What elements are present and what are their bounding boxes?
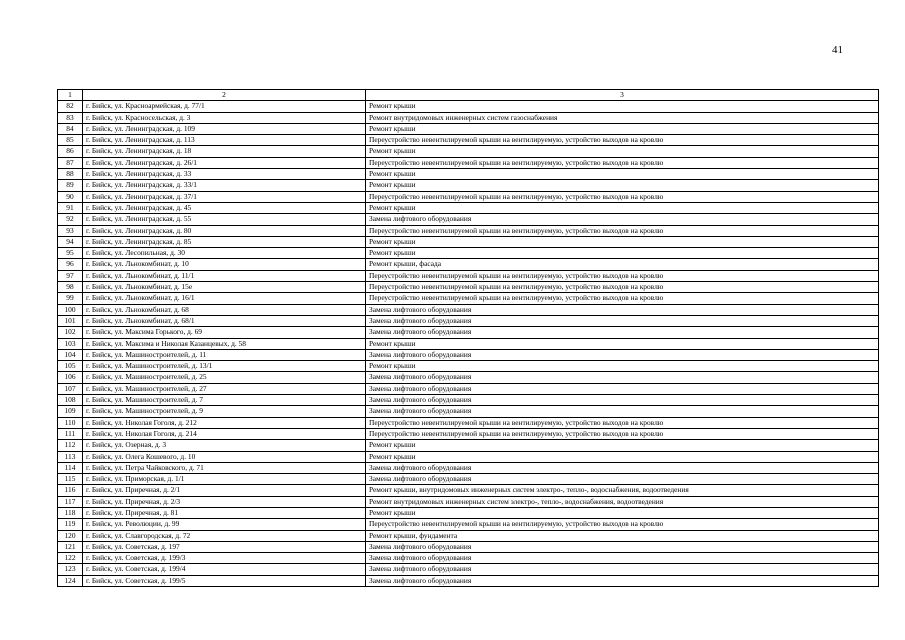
- row-number: 102: [58, 327, 83, 338]
- row-address: г. Бийск, ул. Славгородская, д. 72: [83, 530, 366, 541]
- row-work-type: Переустройство невентилируемой крыши на вентилируемую, устройство выходов на кровлю: [366, 428, 879, 439]
- row-work-type: Переустройство невентилируемой крыши на вентилируемую, устройство выходов на кровлю: [366, 519, 879, 530]
- row-address: г. Бийск, ул. Ленинградская, д. 45: [83, 202, 366, 213]
- table-row: [58, 112, 879, 123]
- row-address: г. Бийск, ул. Ленинградская, д. 113: [83, 135, 366, 146]
- table-row: [58, 428, 879, 439]
- row-work-type: Ремонт крыши: [366, 202, 879, 213]
- table-row: [58, 349, 879, 360]
- row-address: г. Бийск, ул. Максима и Николая Казанцевых, д. 58: [83, 338, 366, 349]
- row-address: г. Бийск, ул. Максима Горького, д. 69: [83, 327, 366, 338]
- row-address: г. Бийск, ул. Приречная, д. 81: [83, 507, 366, 518]
- table-row: [58, 519, 879, 530]
- row-address: г. Бийск, ул. Ленинградская, д. 37/1: [83, 191, 366, 202]
- row-work-type: Переустройство невентилируемой крыши на вентилируемую, устройство выходов на кровлю: [366, 417, 879, 428]
- row-address: г. Бийск, ул. Советская, д. 199/3: [83, 553, 366, 564]
- row-address: г. Бийск, ул. Озерная, д. 3: [83, 440, 366, 451]
- table-row: [58, 236, 879, 247]
- row-number: 112: [58, 440, 83, 451]
- row-number: 94: [58, 236, 83, 247]
- row-work-type: Ремонт крыши: [366, 507, 879, 518]
- row-address: г. Бийск, ул. Ленинградская, д. 33: [83, 169, 366, 180]
- row-number: 92: [58, 214, 83, 225]
- row-number: 109: [58, 406, 83, 417]
- row-work-type: Замена лифтового оборудования: [366, 327, 879, 338]
- row-address: г. Бийск, ул. Революции, д. 99: [83, 519, 366, 530]
- row-number: 106: [58, 372, 83, 383]
- table-row: [58, 202, 879, 213]
- row-work-type: Замена лифтового оборудования: [366, 315, 879, 326]
- row-number: 85: [58, 135, 83, 146]
- row-work-type: Замена лифтового оборудования: [366, 541, 879, 552]
- row-work-type: Замена лифтового оборудования: [366, 372, 879, 383]
- table-row: [58, 451, 879, 462]
- row-number: 113: [58, 451, 83, 462]
- row-number: 87: [58, 157, 83, 168]
- row-work-type: Ремонт крыши, внутридомовых инженерных систем электро-, тепло-, водоснабжения, водоотведения: [366, 485, 879, 496]
- row-address: г. Бийск, ул. Советская, д. 199/5: [83, 575, 366, 586]
- row-number: 100: [58, 304, 83, 315]
- row-work-type: Замена лифтового оборудования: [366, 575, 879, 586]
- row-work-type: Ремонт крыши: [366, 101, 879, 112]
- table-row: [58, 383, 879, 394]
- row-work-type: Ремонт крыши, фасада: [366, 259, 879, 270]
- row-number: 115: [58, 474, 83, 485]
- row-number: 104: [58, 349, 83, 360]
- row-work-type: Замена лифтового оборудования: [366, 462, 879, 473]
- row-number: 95: [58, 248, 83, 259]
- row-address: г. Бийск, ул. Ленинградская, д. 80: [83, 225, 366, 236]
- row-address: г. Бийск, ул. Ленинградская, д. 33/1: [83, 180, 366, 191]
- row-number: 121: [58, 541, 83, 552]
- row-number: 97: [58, 270, 83, 281]
- row-work-type: Ремонт крыши: [366, 146, 879, 157]
- row-number: 111: [58, 428, 83, 439]
- table-row: [58, 462, 879, 473]
- row-work-type: Ремонт крыши: [366, 440, 879, 451]
- row-work-type: Замена лифтового оборудования: [366, 474, 879, 485]
- row-address: г. Бийск, ул. Петра Чайковского, д. 71: [83, 462, 366, 473]
- table-row: [58, 474, 879, 485]
- row-address: г. Бийск, ул. Машиностроителей, д. 25: [83, 372, 366, 383]
- row-number: 124: [58, 575, 83, 586]
- table-row: [58, 282, 879, 293]
- row-address: г. Бийск, ул. Льнокомбинат, д. 11/1: [83, 270, 366, 281]
- row-work-type: Переустройство невентилируемой крыши на вентилируемую, устройство выходов на кровлю: [366, 135, 879, 146]
- row-number: 99: [58, 293, 83, 304]
- row-address: г. Бийск, ул. Машиностроителей, д. 9: [83, 406, 366, 417]
- row-address: г. Бийск, ул. Льнокомбинат, д. 16/1: [83, 293, 366, 304]
- repair-registry-table: [57, 89, 879, 587]
- row-address: г. Бийск, ул. Ленинградская, д. 18: [83, 146, 366, 157]
- row-work-type: Замена лифтового оборудования: [366, 553, 879, 564]
- row-number: 82: [58, 101, 83, 112]
- row-number: 88: [58, 169, 83, 180]
- row-number: 119: [58, 519, 83, 530]
- row-address: г. Бийск, ул. Машиностроителей, д. 27: [83, 383, 366, 394]
- row-address: г. Бийск, ул. Ленинградская, д. 85: [83, 236, 366, 247]
- table-row: [58, 191, 879, 202]
- row-address: г. Бийск, ул. Советская, д. 197: [83, 541, 366, 552]
- row-number: 91: [58, 202, 83, 213]
- row-work-type: Ремонт внутридомовых инженерных систем газоснабжения: [366, 112, 879, 123]
- header-col-2: 2: [83, 90, 366, 101]
- row-address: г. Бийск, ул. Приморская, д. 1/1: [83, 474, 366, 485]
- table-row: [58, 575, 879, 586]
- table-row: [58, 214, 879, 225]
- table-row: [58, 541, 879, 552]
- table-row: [58, 225, 879, 236]
- row-address: г. Бийск, ул. Льнокомбинат, д. 15е: [83, 282, 366, 293]
- row-address: г. Бийск, ул. Льнокомбинат, д. 68: [83, 304, 366, 315]
- row-number: 114: [58, 462, 83, 473]
- row-number: 108: [58, 395, 83, 406]
- row-work-type: Ремонт крыши: [366, 338, 879, 349]
- table-row: [58, 304, 879, 315]
- row-work-type: Ремонт крыши, фундамента: [366, 530, 879, 541]
- table-row: [58, 530, 879, 541]
- table-row: [58, 180, 879, 191]
- row-work-type: Переустройство невентилируемой крыши на вентилируемую, устройство выходов на кровлю: [366, 157, 879, 168]
- table-row: [58, 417, 879, 428]
- header-col-3: 3: [366, 90, 879, 101]
- row-work-type: Ремонт крыши: [366, 123, 879, 134]
- table-row: [58, 146, 879, 157]
- row-number: 98: [58, 282, 83, 293]
- row-work-type: Ремонт крыши: [366, 451, 879, 462]
- table-row: [58, 361, 879, 372]
- row-work-type: Ремонт крыши: [366, 361, 879, 372]
- table-row: [58, 123, 879, 134]
- table-row: [58, 496, 879, 507]
- row-number: 90: [58, 191, 83, 202]
- row-address: г. Бийск, ул. Приречная, д. 2/1: [83, 485, 366, 496]
- row-number: 86: [58, 146, 83, 157]
- row-address: г. Бийск, ул. Красносельская, д. 3: [83, 112, 366, 123]
- table-row: [58, 507, 879, 518]
- table-row: [58, 101, 879, 112]
- table-row: [58, 440, 879, 451]
- row-number: 120: [58, 530, 83, 541]
- row-number: 89: [58, 180, 83, 191]
- row-address: г. Бийск, ул. Машиностроителей, д. 7: [83, 395, 366, 406]
- row-address: г. Бийск, ул. Олега Кошевого, д. 10: [83, 451, 366, 462]
- row-address: г. Бийск, ул. Льнокомбинат, д. 10: [83, 259, 366, 270]
- row-address: г. Бийск, ул. Николая Гоголя, д. 214: [83, 428, 366, 439]
- row-number: 123: [58, 564, 83, 575]
- row-address: г. Бийск, ул. Ленинградская, д. 26/1: [83, 157, 366, 168]
- row-address: г. Бийск, ул. Машиностроителей, д. 13/1: [83, 361, 366, 372]
- row-work-type: Замена лифтового оборудования: [366, 214, 879, 225]
- row-work-type: Замена лифтового оборудования: [366, 304, 879, 315]
- row-work-type: Переустройство невентилируемой крыши на вентилируемую, устройство выходов на кровлю: [366, 191, 879, 202]
- row-number: 118: [58, 507, 83, 518]
- row-number: 110: [58, 417, 83, 428]
- row-address: г. Бийск, ул. Машиностроителей, д. 11: [83, 349, 366, 360]
- table-row: [58, 135, 879, 146]
- row-address: г. Бийск, ул. Приречная, д. 2/3: [83, 496, 366, 507]
- row-number: 93: [58, 225, 83, 236]
- row-address: г. Бийск, ул. Лесопильная, д. 30: [83, 248, 366, 259]
- row-work-type: Ремонт крыши: [366, 236, 879, 247]
- row-work-type: Замена лифтового оборудования: [366, 406, 879, 417]
- table-row: [58, 169, 879, 180]
- row-number: 103: [58, 338, 83, 349]
- row-number: 122: [58, 553, 83, 564]
- table-header: [58, 90, 879, 101]
- row-work-type: Замена лифтового оборудования: [366, 564, 879, 575]
- table-row: [58, 270, 879, 281]
- row-work-type: Переустройство невентилируемой крыши на вентилируемую, устройство выходов на кровлю: [366, 225, 879, 236]
- page-number: 41: [832, 44, 843, 56]
- row-number: 84: [58, 123, 83, 134]
- row-number: 83: [58, 112, 83, 123]
- table-row: [58, 372, 879, 383]
- row-work-type: Переустройство невентилируемой крыши на вентилируемую, устройство выходов на кровлю: [366, 270, 879, 281]
- row-number: 116: [58, 485, 83, 496]
- row-work-type: Ремонт крыши: [366, 248, 879, 259]
- header-col-1: 1: [58, 90, 83, 101]
- row-work-type: Ремонт крыши: [366, 169, 879, 180]
- row-address: г. Бийск, ул. Ленинградская, д. 109: [83, 123, 366, 134]
- row-work-type: Ремонт крыши: [366, 180, 879, 191]
- table-body: [58, 101, 879, 587]
- row-work-type: Замена лифтового оборудования: [366, 395, 879, 406]
- table-row: [58, 157, 879, 168]
- row-work-type: Ремонт внутридомовых инженерных систем электро-, тепло-, водоснабжения, водоотведения: [366, 496, 879, 507]
- row-number: 117: [58, 496, 83, 507]
- row-number: 105: [58, 361, 83, 372]
- table-row: [58, 564, 879, 575]
- row-address: г. Бийск, ул. Ленинградская, д. 55: [83, 214, 366, 225]
- row-work-type: Переустройство невентилируемой крыши на вентилируемую, устройство выходов на кровлю: [366, 293, 879, 304]
- table-row: [58, 248, 879, 259]
- table-row: [58, 315, 879, 326]
- table-row: [58, 338, 879, 349]
- table-row: [58, 259, 879, 270]
- row-work-type: Переустройство невентилируемой крыши на вентилируемую, устройство выходов на кровлю: [366, 282, 879, 293]
- table-row: [58, 327, 879, 338]
- header-row: [58, 90, 879, 101]
- row-number: 96: [58, 259, 83, 270]
- row-number: 107: [58, 383, 83, 394]
- table-row: [58, 293, 879, 304]
- row-work-type: Замена лифтового оборудования: [366, 349, 879, 360]
- row-address: г. Бийск, ул. Красноармейская, д. 77/1: [83, 101, 366, 112]
- table-row: [58, 395, 879, 406]
- table-row: [58, 406, 879, 417]
- table-row: [58, 485, 879, 496]
- row-address: г. Бийск, ул. Льнокомбинат, д. 68/1: [83, 315, 366, 326]
- row-number: 101: [58, 315, 83, 326]
- row-address: г. Бийск, ул. Советская, д. 199/4: [83, 564, 366, 575]
- table-row: [58, 553, 879, 564]
- row-address: г. Бийск, ул. Николая Гоголя, д. 212: [83, 417, 366, 428]
- row-work-type: Замена лифтового оборудования: [366, 383, 879, 394]
